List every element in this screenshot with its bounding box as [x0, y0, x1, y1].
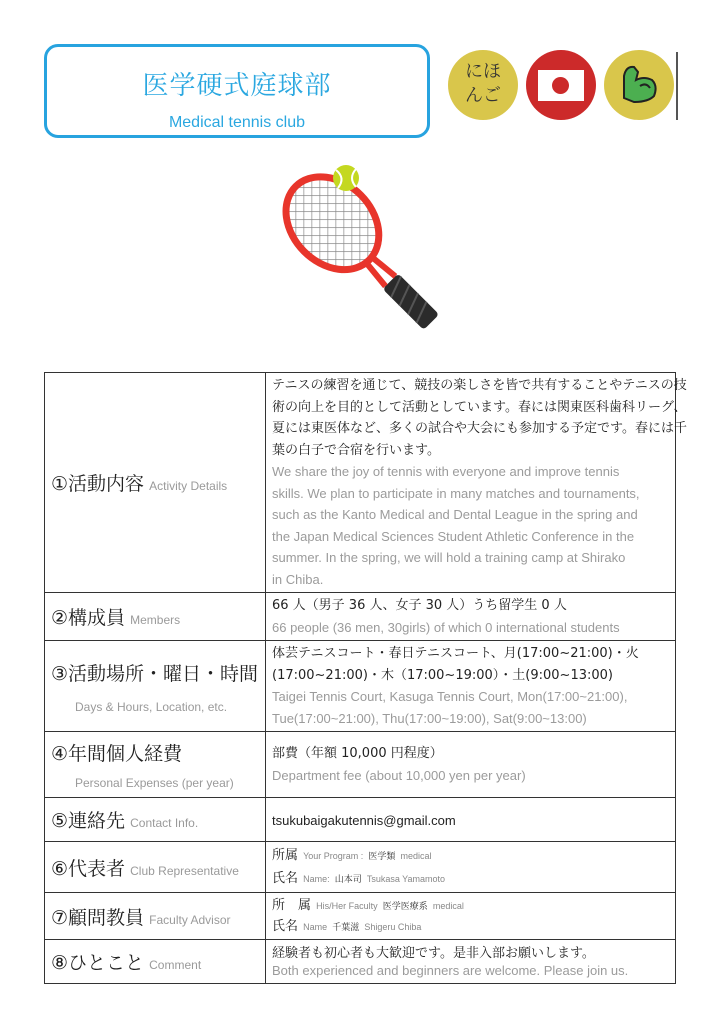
rep-affil-value-ja: 医学類: [368, 852, 396, 862]
adv-affil-label-ja: 所 属: [272, 898, 312, 913]
activity-label-en: Activity Details: [149, 479, 228, 493]
row-members: [45, 593, 676, 641]
members-en: 66 people (36 men, 30girls) of which 0 international students: [272, 619, 620, 635]
expenses-label-ja: ④年間個人経費: [51, 743, 183, 765]
rep-affil-label-en: Your Program :: [303, 851, 364, 861]
row-advisor: [45, 893, 676, 940]
club-title-en: Medical tennis club: [168, 114, 306, 131]
tennis-racket-icon: [262, 160, 482, 360]
activity-en-line: skills. We plan to participate in many matches and tournaments,: [272, 485, 640, 501]
schedule-label-ja: ③活動場所・曜日・時間: [51, 662, 259, 685]
adv-name-label-en: Name: [303, 922, 328, 932]
club-info-table: [44, 372, 687, 984]
comment-label-en: Comment: [149, 958, 202, 972]
schedule-en-line: Taigei Tennis Court, Kasuga Tennis Court, Mon(17:00~21:00),: [272, 689, 628, 704]
nihongo-line-1: にほ: [465, 61, 501, 82]
activity-en-line: the Japan Medical Sciences Student Athletic Conference in the: [272, 528, 635, 544]
comment-ja: 経験者も初心者も大歓迎です。是非入部お願いします。: [272, 945, 595, 961]
activity-en-line: We share the joy of tennis with everyone and improve tennis: [272, 464, 620, 479]
members-ja: 66 人（男子 36 人、女子 30 人）うち留学生 0 人: [272, 598, 567, 613]
expenses-en: Department fee (about 10,000 yen per year): [272, 767, 526, 783]
rep-name-label-en: Name:: [303, 874, 330, 884]
activity-en-line: such as the Kanto Medical and Dental League in the spring and: [272, 507, 638, 522]
row-comment: [45, 940, 676, 984]
schedule-ja-line: (17:00~21:00)・木（17:00~19:00）・土(9:00~13:00): [272, 667, 613, 683]
row-contact: [45, 798, 676, 842]
adv-affil-value-ja: 医学医療系: [382, 902, 428, 912]
representative-label-en: Club Representative: [130, 863, 239, 878]
expenses-ja: 部費（年額 10,000 円程度）: [272, 746, 443, 761]
adv-name-label-ja: 氏名: [272, 919, 299, 934]
adv-name-value-ja: 千葉滋: [332, 923, 360, 933]
activity-en-line: in Chiba.: [272, 571, 324, 587]
page-edge-line: [676, 52, 678, 120]
rep-name-value-ja: 山本司: [334, 875, 362, 885]
members-label-ja: ②構成員: [51, 607, 126, 629]
schedule-label-en: Days & Hours, Location, etc.: [75, 699, 228, 714]
activity-ja-line: 術の向上を目的として活動としています。春には関東医科歯科リーグ、: [272, 399, 687, 415]
rep-name-label-ja: 氏名: [272, 871, 299, 886]
rep-name-value-en: Tsukasa Yamamoto: [366, 874, 446, 884]
activity-label-ja: ①活動内容: [51, 473, 145, 495]
representative-label-ja: ⑥代表者: [51, 857, 126, 880]
activity-ja-line: 夏には東医体など、多くの試合や大会にも参加する予定です。春には千: [272, 421, 687, 436]
contact-label-en: Contact Info.: [130, 816, 199, 830]
club-title-ja: 医学硬式庭球部: [142, 71, 332, 101]
title-box: [44, 44, 430, 138]
nihongo-badge-icon: [448, 50, 518, 120]
row-schedule: [45, 641, 676, 732]
row-representative: [45, 842, 676, 893]
racket-svg: [262, 160, 482, 360]
row-activity: [45, 373, 676, 593]
schedule-ja-line: 体芸テニスコート・春日テニスコート、月(17:00~21:00)・火: [272, 646, 639, 661]
nihongo-line-2: んご: [465, 85, 501, 106]
flag-white: [538, 70, 584, 101]
expenses-label-en: Personal Expenses (per year): [75, 776, 234, 790]
activity-ja-line: 葉の白子で合宿を行います。: [272, 442, 440, 458]
adv-affil-label-en: His/Her Faculty: [316, 901, 378, 911]
adv-name-value-en: Shigeru Chiba: [364, 922, 422, 932]
members-label-en: Members: [130, 613, 181, 627]
rep-affil-label-ja: 所属: [272, 848, 299, 863]
flag-sun: [552, 77, 569, 94]
rep-affil-value-en: medical: [400, 851, 432, 861]
activity-en-line: summer. In the spring, we will hold a training camp at Shirako: [272, 550, 626, 565]
schedule-en-line: Tue(17:00~21:00), Thu(17:00~19:00), Sat(9:00~13:00): [272, 710, 587, 726]
advisor-label-en: Faculty Advisor: [149, 912, 231, 927]
activity-ja-line: テニスの練習を通じて、競技の楽しさを皆で共有することやテニスの技: [272, 378, 687, 393]
flexed-arm-icon: [604, 50, 674, 120]
comment-label-ja: ⑧ひとこと: [51, 952, 145, 974]
row-expenses: [45, 732, 676, 798]
japan-flag-icon: [526, 50, 596, 120]
advisor-label-ja: ⑦顧問教員: [51, 906, 145, 929]
contact-email[interactable]: tsukubaigakutennis@gmail.com: [272, 813, 456, 828]
comment-en: Both experienced and beginners are welcome. Please join us.: [272, 962, 629, 978]
contact-label-ja: ⑤連絡先: [51, 810, 126, 832]
flexed-arm-svg: [604, 50, 674, 120]
adv-affil-value-en: medical: [432, 901, 464, 911]
